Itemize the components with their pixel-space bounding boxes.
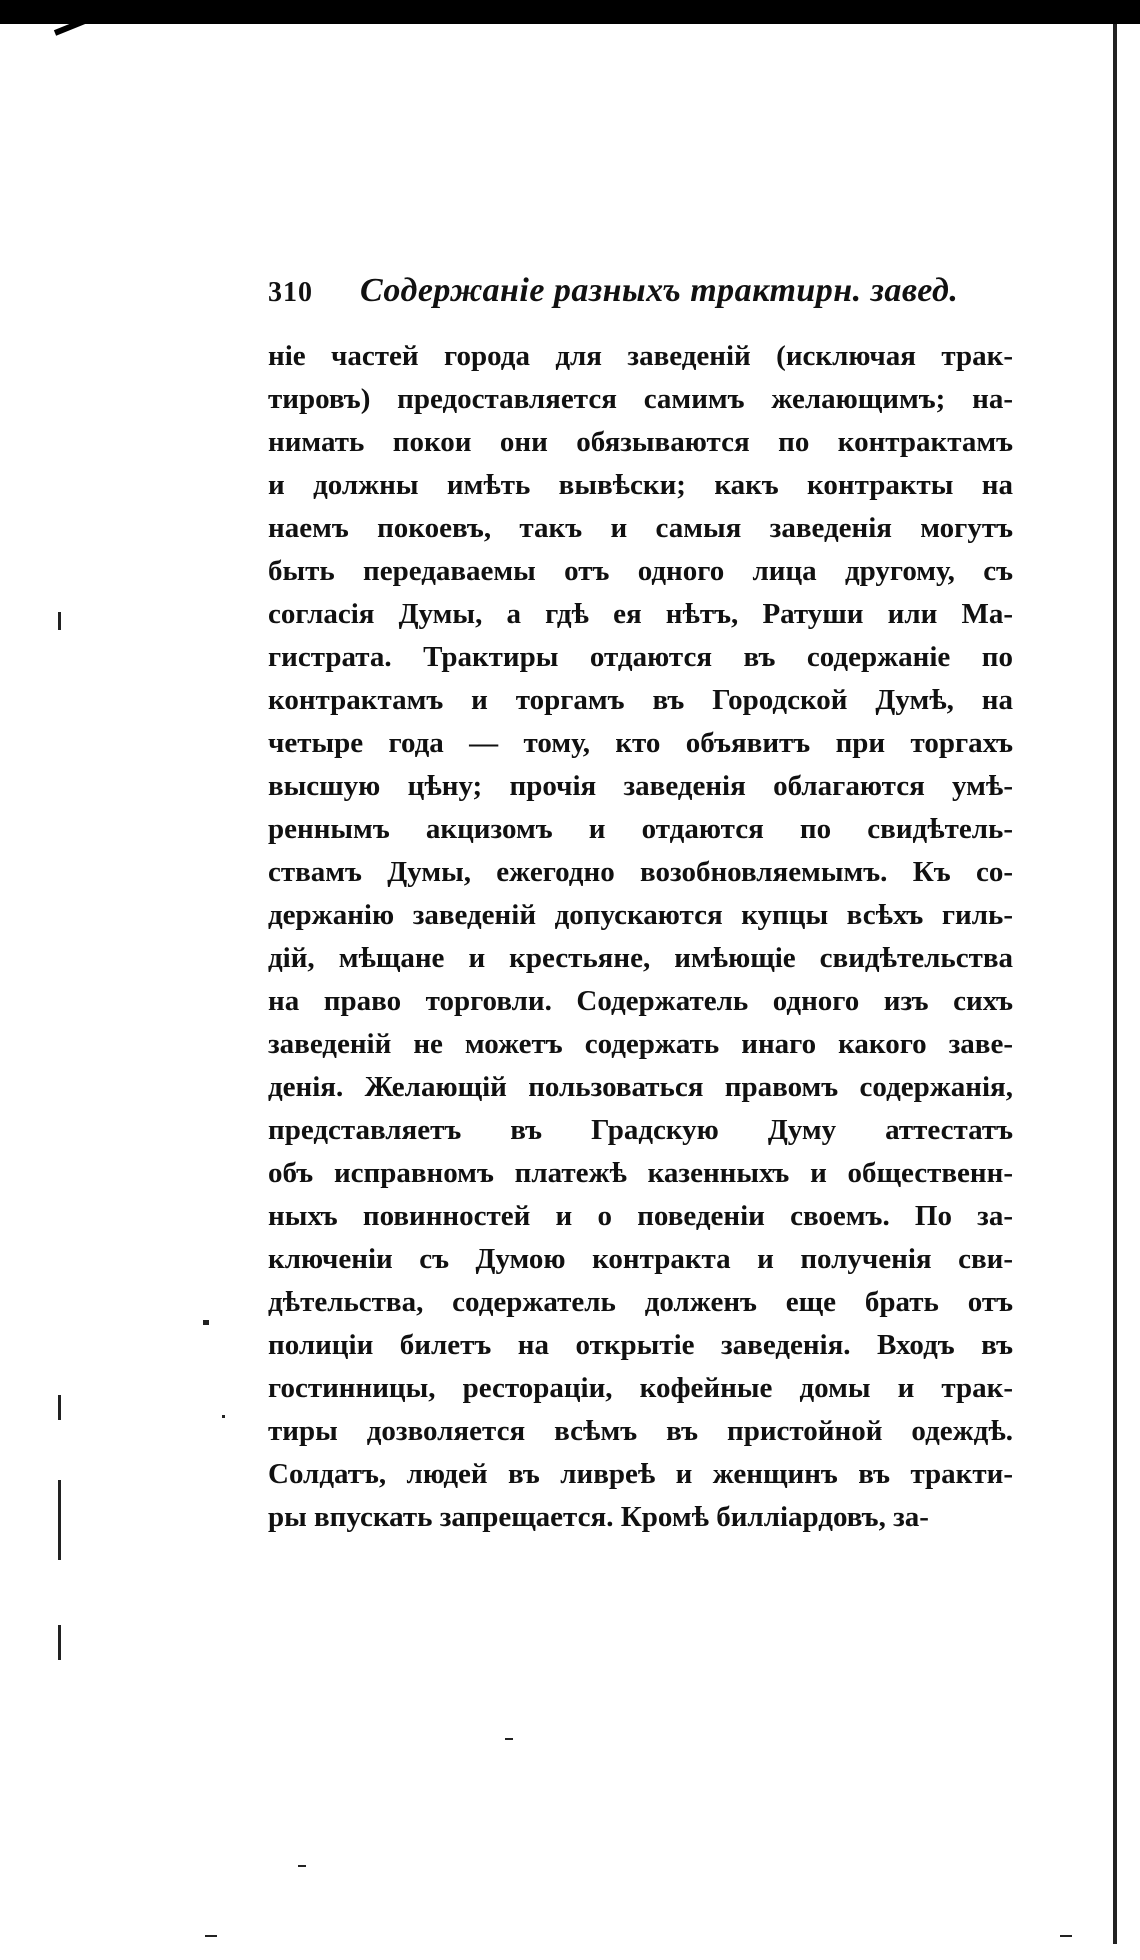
- text-line: тировъ) предоставляется самимъ желающимъ; на-: [268, 383, 1013, 415]
- text-line: Солдатъ, людей въ ливреѣ и женщинъ въ тракти-: [268, 1458, 1013, 1490]
- scan-speck: [58, 612, 61, 630]
- body-text: [268, 335, 1013, 1539]
- text-line: четыре года — тому, кто объявитъ при торгахъ: [268, 727, 1013, 759]
- text-line: и должны имѣть вывѣски; какъ контракты на: [268, 469, 1013, 501]
- text-line: контрактамъ и торгамъ въ Городской Думѣ, на: [268, 684, 1013, 716]
- text-line: полиціи билетъ на открытіе заведенія. Входъ въ: [268, 1329, 1013, 1361]
- text-line: нимать покои они обязываются по контрактамъ: [268, 426, 1013, 458]
- text-line: держанію заведеній допускаются купцы всѣхъ гиль-: [268, 899, 1013, 931]
- text-line: быть передаваемы отъ одного лица другому, съ: [268, 555, 1013, 587]
- scan-speck: [1060, 1935, 1072, 1937]
- text-line: представляетъ въ Градскую Думу аттестатъ: [268, 1114, 1013, 1146]
- scan-speck: [505, 1738, 513, 1740]
- scan-speck: [58, 1625, 61, 1660]
- scan-speck: [205, 1935, 217, 1937]
- scan-speck: [203, 1320, 209, 1325]
- text-line: тиры дозволяется всѣмъ въ пристойной одеждѣ.: [268, 1415, 1013, 1447]
- scan-top-edge: [0, 0, 1140, 24]
- scan-speck: [222, 1415, 225, 1418]
- scan-speck: [58, 1480, 61, 1560]
- text-line: реннымъ акцизомъ и отдаются по свидѣтель-: [268, 813, 1013, 845]
- text-line: дій, мѣщане и крестьяне, имѣющіе свидѣтельства: [268, 942, 1013, 974]
- text-line: объ исправномъ платежѣ казенныхъ и общественн-: [268, 1157, 1013, 1189]
- scan-right-edge: [1113, 24, 1117, 1944]
- text-line: наемъ покоевъ, такъ и самыя заведенія могутъ: [268, 512, 1013, 544]
- text-line: ніе частей города для заведеній (исключая трак-: [268, 340, 1013, 372]
- text-line: высшую цѣну; прочія заведенія облагаются умѣ-: [268, 770, 1013, 802]
- page-number: 310: [268, 277, 313, 308]
- scan-speck: [58, 1395, 61, 1420]
- text-line: гостинницы, рестораціи, кофейные домы и трак-: [268, 1372, 1013, 1404]
- text-line: на право торговли. Содержатель одного изъ сихъ: [268, 985, 1013, 1017]
- text-line: ры впускать запрещается. Кромѣ билліардовъ, за-: [268, 1501, 929, 1533]
- text-line: согласія Думы, а гдѣ ея нѣтъ, Ратуши или Ма-: [268, 598, 1013, 630]
- text-line: дѣтельства, содержатель долженъ еще брать отъ: [268, 1286, 1013, 1318]
- text-line: ключеніи съ Думою контракта и полученія сви-: [268, 1243, 1013, 1275]
- text-line: заведеній не можетъ содержать инаго какого заве-: [268, 1028, 1013, 1060]
- text-line: ныхъ повинностей и о поведеніи своемъ. По за-: [268, 1200, 1013, 1232]
- text-line: гистрата. Трактиры отдаются въ содержаніе по: [268, 641, 1013, 673]
- scan-speck: [298, 1865, 306, 1867]
- running-title: Содержаніе разныхъ трактирн. завед.: [360, 272, 959, 309]
- running-head: [268, 272, 1010, 316]
- text-line: денія. Желающій пользоваться правомъ содержанія,: [268, 1071, 1013, 1103]
- text-line: ствамъ Думы, ежегодно возобновляемымъ. Къ со-: [268, 856, 1013, 888]
